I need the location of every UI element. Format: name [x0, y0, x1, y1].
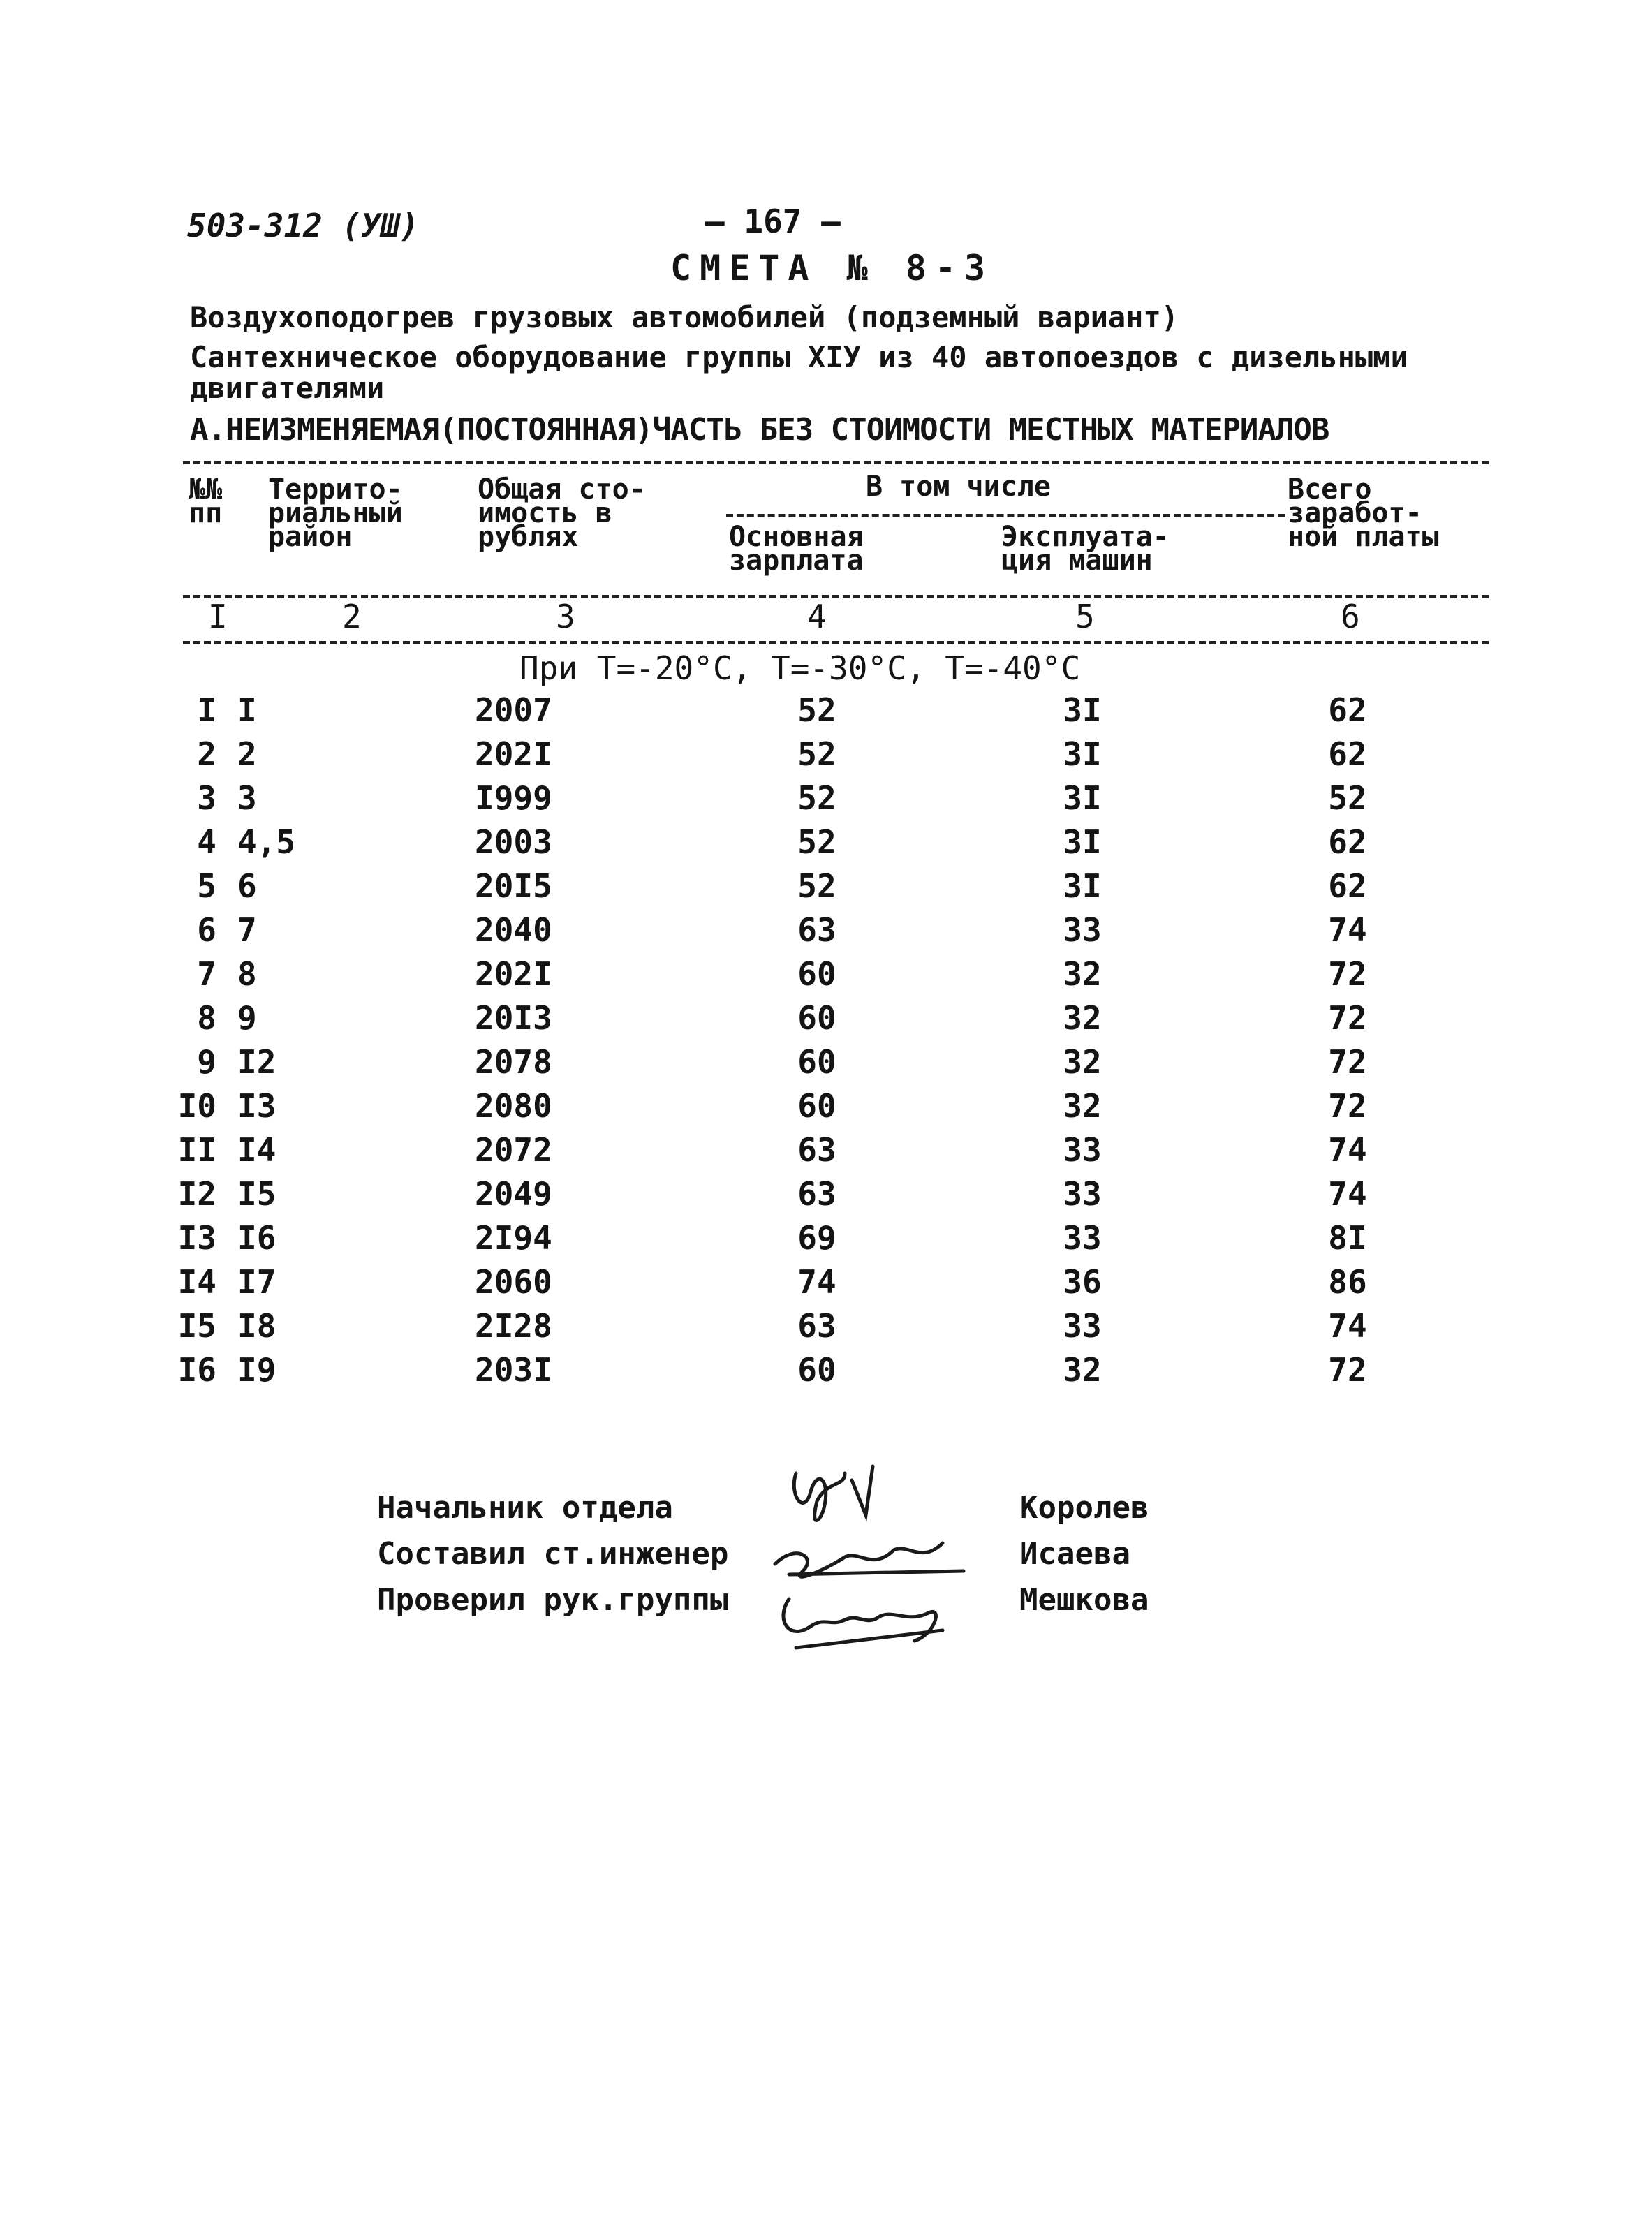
- row-total-cost: 2060: [475, 1263, 552, 1301]
- signature-role-compiler: Составил ст.инженер: [377, 1536, 729, 1572]
- row-total-cost: 2I94: [475, 1219, 552, 1257]
- row-base-salary: 63: [797, 1131, 836, 1169]
- row-machines: 33: [1063, 1219, 1102, 1257]
- row-number: I3: [177, 1219, 216, 1257]
- row-total-cost: 2040: [475, 911, 552, 949]
- colnum-2: 2: [342, 598, 362, 635]
- row-machines: 33: [1063, 1307, 1102, 1345]
- row-total-cost: 20I5: [475, 867, 552, 905]
- row-number: I5: [177, 1307, 216, 1345]
- header-region: Террито- риальный район: [268, 473, 403, 553]
- row-base-salary: 60: [797, 1351, 836, 1389]
- signature-name-compiler: Исаева: [1019, 1536, 1130, 1572]
- row-total-wages: 74: [1328, 1131, 1367, 1169]
- row-total-wages: 72: [1328, 999, 1367, 1037]
- row-total-cost: 202I: [475, 735, 552, 773]
- row-total-cost: 2003: [475, 823, 552, 861]
- row-machines: 3I: [1063, 867, 1102, 905]
- signature-role-checker: Проверил рук.группы: [377, 1582, 729, 1618]
- row-machines: 32: [1063, 999, 1102, 1037]
- row-base-salary: 60: [797, 1087, 836, 1125]
- row-total-wages: 72: [1328, 1087, 1367, 1125]
- row-total-wages: 52: [1328, 779, 1367, 817]
- row-total-wages: 86: [1328, 1263, 1367, 1301]
- row-total-cost: 2007: [475, 691, 552, 729]
- row-base-salary: 63: [797, 1175, 836, 1213]
- section-title: А.НЕИЗМЕНЯЕМАЯ(ПОСТОЯННАЯ)ЧАСТЬ БЕЗ СТОИМОСТИ МЕСТНЫХ МАТЕРИАЛОВ: [190, 412, 1329, 448]
- row-base-salary: 52: [797, 867, 836, 905]
- row-number: I4: [177, 1263, 216, 1301]
- row-total-cost: 20I3: [475, 999, 552, 1037]
- row-total-cost: 2072: [475, 1131, 552, 1169]
- row-number: 9: [197, 1043, 216, 1081]
- handwritten-signatures: [768, 1452, 991, 1655]
- row-base-salary: 52: [797, 735, 836, 773]
- row-region: I6: [237, 1219, 276, 1257]
- header-bottom-rule: [183, 595, 1489, 598]
- row-base-salary: 52: [797, 691, 836, 729]
- row-number: I0: [177, 1087, 216, 1125]
- row-base-salary: 60: [797, 999, 836, 1037]
- row-number: 5: [197, 867, 216, 905]
- row-base-salary: 74: [797, 1263, 836, 1301]
- row-number: I2: [177, 1175, 216, 1213]
- row-region: I9: [237, 1351, 276, 1389]
- row-machines: 36: [1063, 1263, 1102, 1301]
- estimate-title: СМЕТА № 8-3: [670, 248, 994, 288]
- row-region: 7: [237, 911, 257, 949]
- including-rule: [726, 514, 1285, 517]
- row-base-salary: 52: [797, 779, 836, 817]
- row-total-cost: I999: [475, 779, 552, 817]
- row-base-salary: 63: [797, 1307, 836, 1345]
- row-total-wages: 62: [1328, 691, 1367, 729]
- header-num: №№ пп: [189, 473, 223, 529]
- row-number: I: [197, 691, 216, 729]
- row-machines: 3I: [1063, 691, 1102, 729]
- row-number: 7: [197, 955, 216, 993]
- row-base-salary: 52: [797, 823, 836, 861]
- row-region: I4: [237, 1131, 276, 1169]
- row-region: 3: [237, 779, 257, 817]
- row-total-wages: 74: [1328, 1307, 1367, 1345]
- colnum-6: 6: [1341, 598, 1360, 635]
- row-number: II: [177, 1131, 216, 1169]
- row-machines: 32: [1063, 1087, 1102, 1125]
- row-region: I5: [237, 1175, 276, 1213]
- row-base-salary: 60: [797, 1043, 836, 1081]
- row-total-wages: 74: [1328, 1175, 1367, 1213]
- row-total-wages: 62: [1328, 823, 1367, 861]
- row-region: I7: [237, 1263, 276, 1301]
- row-machines: 3I: [1063, 823, 1102, 861]
- row-machines: 32: [1063, 1351, 1102, 1389]
- document-code: 503-312 (УШ): [187, 207, 420, 244]
- header-total-cost: Общая сто- имость в рублях: [478, 473, 646, 553]
- row-total-cost: 2049: [475, 1175, 552, 1213]
- row-machines: 3I: [1063, 735, 1102, 773]
- colnum-1: I: [208, 598, 228, 635]
- row-region: I3: [237, 1087, 276, 1125]
- row-total-wages: 8I: [1328, 1219, 1367, 1257]
- header-total-wages: Всего заработ- ной платы: [1288, 473, 1439, 553]
- title-line-2: Сантехническое оборудование группы XIУ из 40 автопоездов с дизельными двигателями: [190, 340, 1408, 405]
- row-region: 4,5: [237, 823, 296, 861]
- header-base-salary: Основная зарплата: [729, 521, 864, 577]
- row-total-cost: 2078: [475, 1043, 552, 1081]
- row-machines: 33: [1063, 911, 1102, 949]
- table-top-rule: [183, 461, 1489, 464]
- row-number: 3: [197, 779, 216, 817]
- row-total-wages: 72: [1328, 1043, 1367, 1081]
- row-base-salary: 60: [797, 955, 836, 993]
- colnum-3: 3: [556, 598, 575, 635]
- row-total-wages: 72: [1328, 1351, 1367, 1389]
- title-line-1: Воздухоподогрев грузовых автомобилей (подземный вариант): [190, 300, 1179, 334]
- row-total-wages: 72: [1328, 955, 1367, 993]
- row-region: I8: [237, 1307, 276, 1345]
- colnum-bottom-rule: [183, 641, 1489, 644]
- row-total-wages: 62: [1328, 867, 1367, 905]
- row-total-cost: 2I28: [475, 1307, 552, 1345]
- row-machines: 33: [1063, 1175, 1102, 1213]
- row-region: 8: [237, 955, 257, 993]
- row-base-salary: 63: [797, 911, 836, 949]
- row-region: 2: [237, 735, 257, 773]
- temperature-condition: При T=-20°C, T=-30°C, T=-40°C: [519, 649, 1081, 687]
- row-number: 6: [197, 911, 216, 949]
- row-total-wages: 74: [1328, 911, 1367, 949]
- header-machines: Эксплуата- ция машин: [1001, 521, 1170, 577]
- row-region: I2: [237, 1043, 276, 1081]
- row-number: 2: [197, 735, 216, 773]
- header-including: В том числе: [866, 471, 1051, 503]
- row-machines: 33: [1063, 1131, 1102, 1169]
- row-total-cost: 2080: [475, 1087, 552, 1125]
- row-machines: 3I: [1063, 779, 1102, 817]
- row-total-wages: 62: [1328, 735, 1367, 773]
- signature-name-head: Королев: [1019, 1490, 1149, 1526]
- page-number: – 167 –: [705, 202, 841, 240]
- row-machines: 32: [1063, 1043, 1102, 1081]
- row-region: I: [237, 691, 257, 729]
- row-number: 4: [197, 823, 216, 861]
- signature-role-head: Начальник отдела: [377, 1490, 673, 1526]
- colnum-4: 4: [807, 598, 827, 635]
- row-number: I6: [177, 1351, 216, 1389]
- colnum-5: 5: [1075, 598, 1095, 635]
- row-machines: 32: [1063, 955, 1102, 993]
- row-region: 6: [237, 867, 257, 905]
- row-region: 9: [237, 999, 257, 1037]
- row-number: 8: [197, 999, 216, 1037]
- row-base-salary: 69: [797, 1219, 836, 1257]
- row-total-cost: 202I: [475, 955, 552, 993]
- signature-name-checker: Мешкова: [1019, 1582, 1149, 1618]
- row-total-cost: 203I: [475, 1351, 552, 1389]
